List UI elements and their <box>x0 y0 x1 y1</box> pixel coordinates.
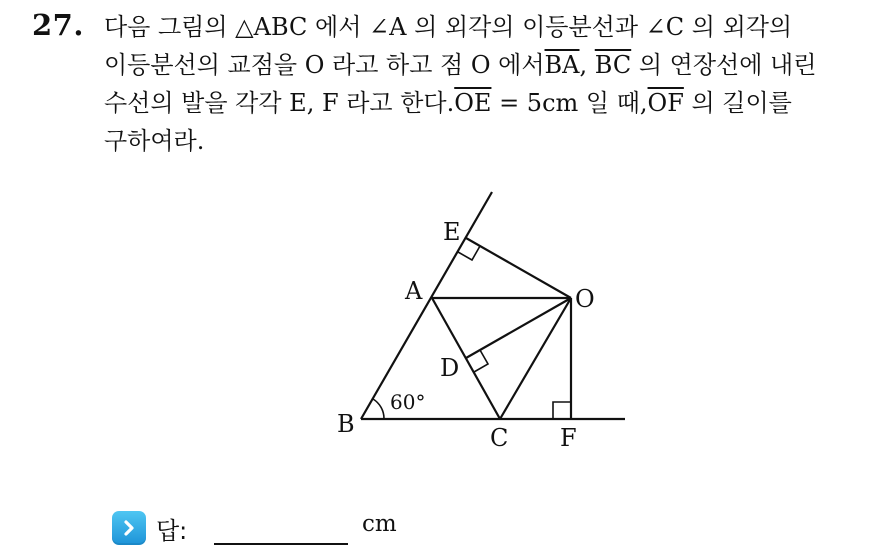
question-line-4: 구하여라. <box>104 127 205 155</box>
segment-d-o <box>466 298 571 358</box>
question-line-3-part-a: 수선의 발을 각각 E, F 라고 한다. <box>104 89 455 117</box>
question-line-3-part-b: = 5cm 일 때, <box>491 89 648 117</box>
label-c: C <box>490 424 509 452</box>
question-line-3 <box>104 84 864 122</box>
answer-row <box>112 507 397 549</box>
chevron-right-icon <box>112 511 146 545</box>
segment-c-o <box>500 298 571 419</box>
label-b: B <box>337 410 355 438</box>
question-line-2-part-a: 이등분선의 교점을 O 라고 하고 점 O 에서 <box>104 51 545 79</box>
answer-blank[interactable] <box>214 543 348 545</box>
segment-e-o <box>466 238 571 298</box>
geometry-figure <box>320 182 640 462</box>
right-angle-mark-e <box>458 246 480 260</box>
question-line-3-part-c: 의 길이를 <box>683 89 792 117</box>
label-d: D <box>440 354 460 382</box>
right-angle-mark-f <box>553 402 571 419</box>
angle-label-60: 60° <box>390 390 426 414</box>
line-b-e-extension <box>361 192 492 419</box>
label-a: A <box>405 277 423 305</box>
question-line-1: 다음 그림의 △ABC 에서 ∠A 의 외각의 이등분선과 ∠C 의 외각의 <box>104 13 793 41</box>
question-line-2-part-b: , <box>579 51 595 79</box>
label-e: E <box>443 218 461 246</box>
segment-of: $\overline{OF}$ <box>647 89 684 117</box>
answer-label: 답: <box>156 516 188 545</box>
segment-oe: $\overline{OE}$ <box>454 89 492 117</box>
segment-ba: $\overline{BA}$ <box>544 51 580 79</box>
label-o: O <box>575 285 595 313</box>
segment-bc: $\overline{BC}$ <box>594 51 632 79</box>
question-text <box>104 8 864 160</box>
question-line-2-part-c: 의 연장선에 내린 <box>631 51 817 79</box>
label-f: F <box>560 424 577 452</box>
question-number: 27. <box>32 8 84 42</box>
question-line-2 <box>104 46 864 84</box>
angle-arc-b <box>373 399 384 419</box>
answer-unit: cm <box>362 511 397 537</box>
